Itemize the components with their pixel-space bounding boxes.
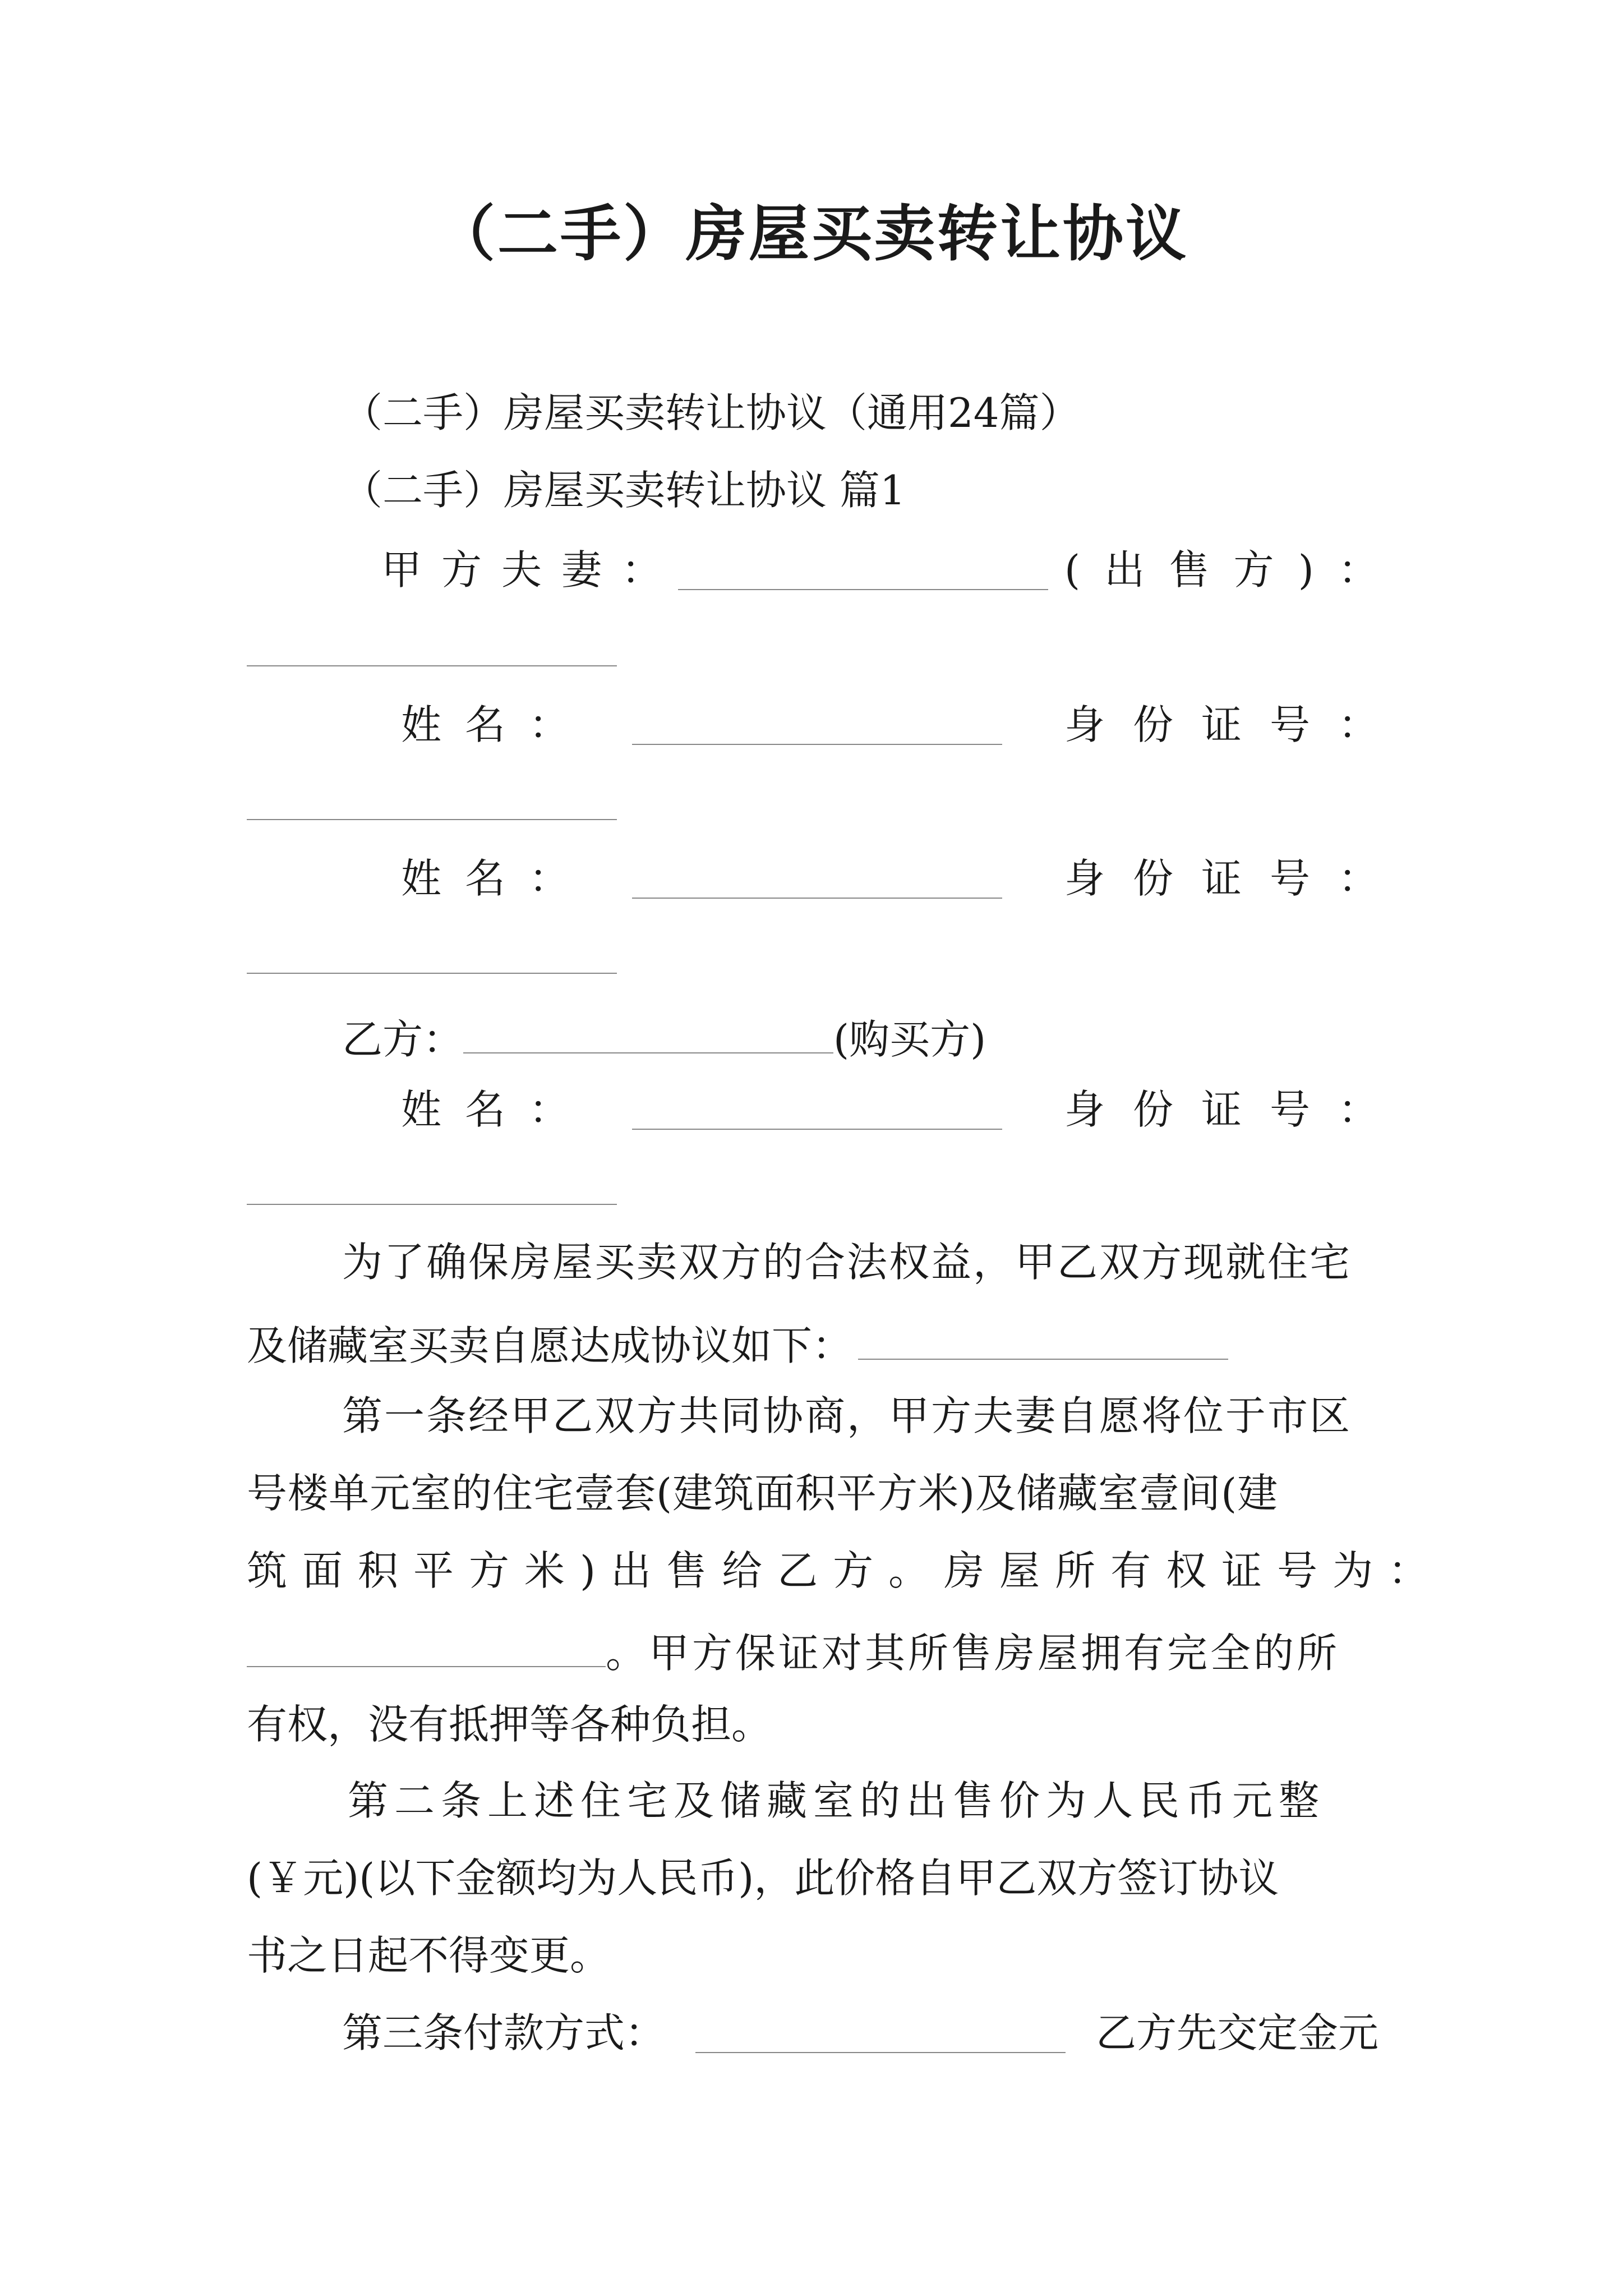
party-b-role: (购买方) bbox=[833, 1016, 986, 1063]
party-a-line bbox=[381, 546, 1378, 593]
ownership-cert-blank[interactable] bbox=[247, 1627, 606, 1667]
party-a-person1-line bbox=[401, 701, 1378, 748]
name-label-3: 姓 名 ： bbox=[401, 1086, 569, 1133]
art1-line-1: 第一条经甲乙双方共同协商，甲方夫妻自愿将位于市区 bbox=[342, 1392, 1352, 1439]
party-a-person2-line bbox=[401, 855, 1378, 902]
name-label-2: 姓 名 ： bbox=[401, 855, 569, 902]
art1-line-5: 有权，没有抵押等各种负担。 bbox=[247, 1701, 772, 1748]
art2-line-3: 书之日起不得变更。 bbox=[247, 1932, 611, 1979]
payment-method-blank[interactable] bbox=[695, 2013, 1066, 2053]
art3-line bbox=[342, 2009, 1378, 2056]
art1-line-4 bbox=[247, 1627, 1340, 1677]
party-b-blank[interactable] bbox=[463, 1013, 833, 1053]
intro-line-1: 为了确保房屋买卖双方的合法权益，甲乙双方现就住宅 bbox=[342, 1239, 1352, 1286]
id-field-3[interactable] bbox=[247, 1204, 617, 1205]
id-field-2[interactable] bbox=[247, 973, 617, 974]
section-heading: （二手）房屋买卖转让协议 篇1 bbox=[342, 467, 906, 514]
id-label-2: 身 份 证 号 ： bbox=[1064, 855, 1378, 902]
name-field-3[interactable] bbox=[632, 1089, 1002, 1130]
subtitle: （二手）房屋买卖转让协议（通用24篇） bbox=[342, 389, 1080, 436]
name-field-1[interactable] bbox=[632, 705, 1002, 745]
id-label-1: 身 份 证 号 ： bbox=[1064, 701, 1378, 748]
id-label-3: 身 份 证 号 ： bbox=[1064, 1086, 1378, 1133]
art1-line-4-text: 。甲方保证对其所售房屋拥有完全的所 bbox=[606, 1630, 1340, 1677]
id-field-1[interactable] bbox=[247, 819, 617, 820]
art3-label: 第三条付款方式： bbox=[342, 2009, 666, 2056]
intro-blank[interactable] bbox=[858, 1319, 1228, 1360]
art3-tail: 乙方先交定金元 bbox=[1095, 2009, 1378, 2056]
document-title: （二手）房屋买卖转让协议 bbox=[434, 199, 1188, 269]
art1-line-2: 号楼单元室的住宅壹套(建筑面积平方米)及储藏室壹间(建 bbox=[247, 1470, 1279, 1517]
party-a-label: 甲 方 夫 妻 ： bbox=[381, 546, 662, 593]
party-a-blank[interactable] bbox=[678, 550, 1048, 590]
party-a-blank-continued[interactable] bbox=[247, 665, 617, 666]
name-field-2[interactable] bbox=[632, 858, 1002, 899]
art2-line-2: (￥元)(以下金额均为人民币)，此价格自甲乙双方签订协议 bbox=[247, 1855, 1279, 1902]
intro-line-2 bbox=[247, 1319, 1228, 1369]
art1-line-3: 筑面积平方米)出售给乙方。房屋所有权证号为： bbox=[247, 1547, 1444, 1594]
party-a-role: ( 出 售 方 ) ： bbox=[1064, 546, 1378, 593]
name-label-1: 姓 名 ： bbox=[401, 701, 569, 748]
art2-line-1: 第二条上述住宅及储藏室的出售价为人民币元整 bbox=[348, 1777, 1326, 1824]
party-b-person-line bbox=[401, 1086, 1378, 1133]
intro-line-2-text: 及储藏室买卖自愿达成协议如下： bbox=[247, 1322, 853, 1369]
party-b-line bbox=[342, 1013, 986, 1063]
party-b-label: 乙方： bbox=[342, 1016, 464, 1063]
